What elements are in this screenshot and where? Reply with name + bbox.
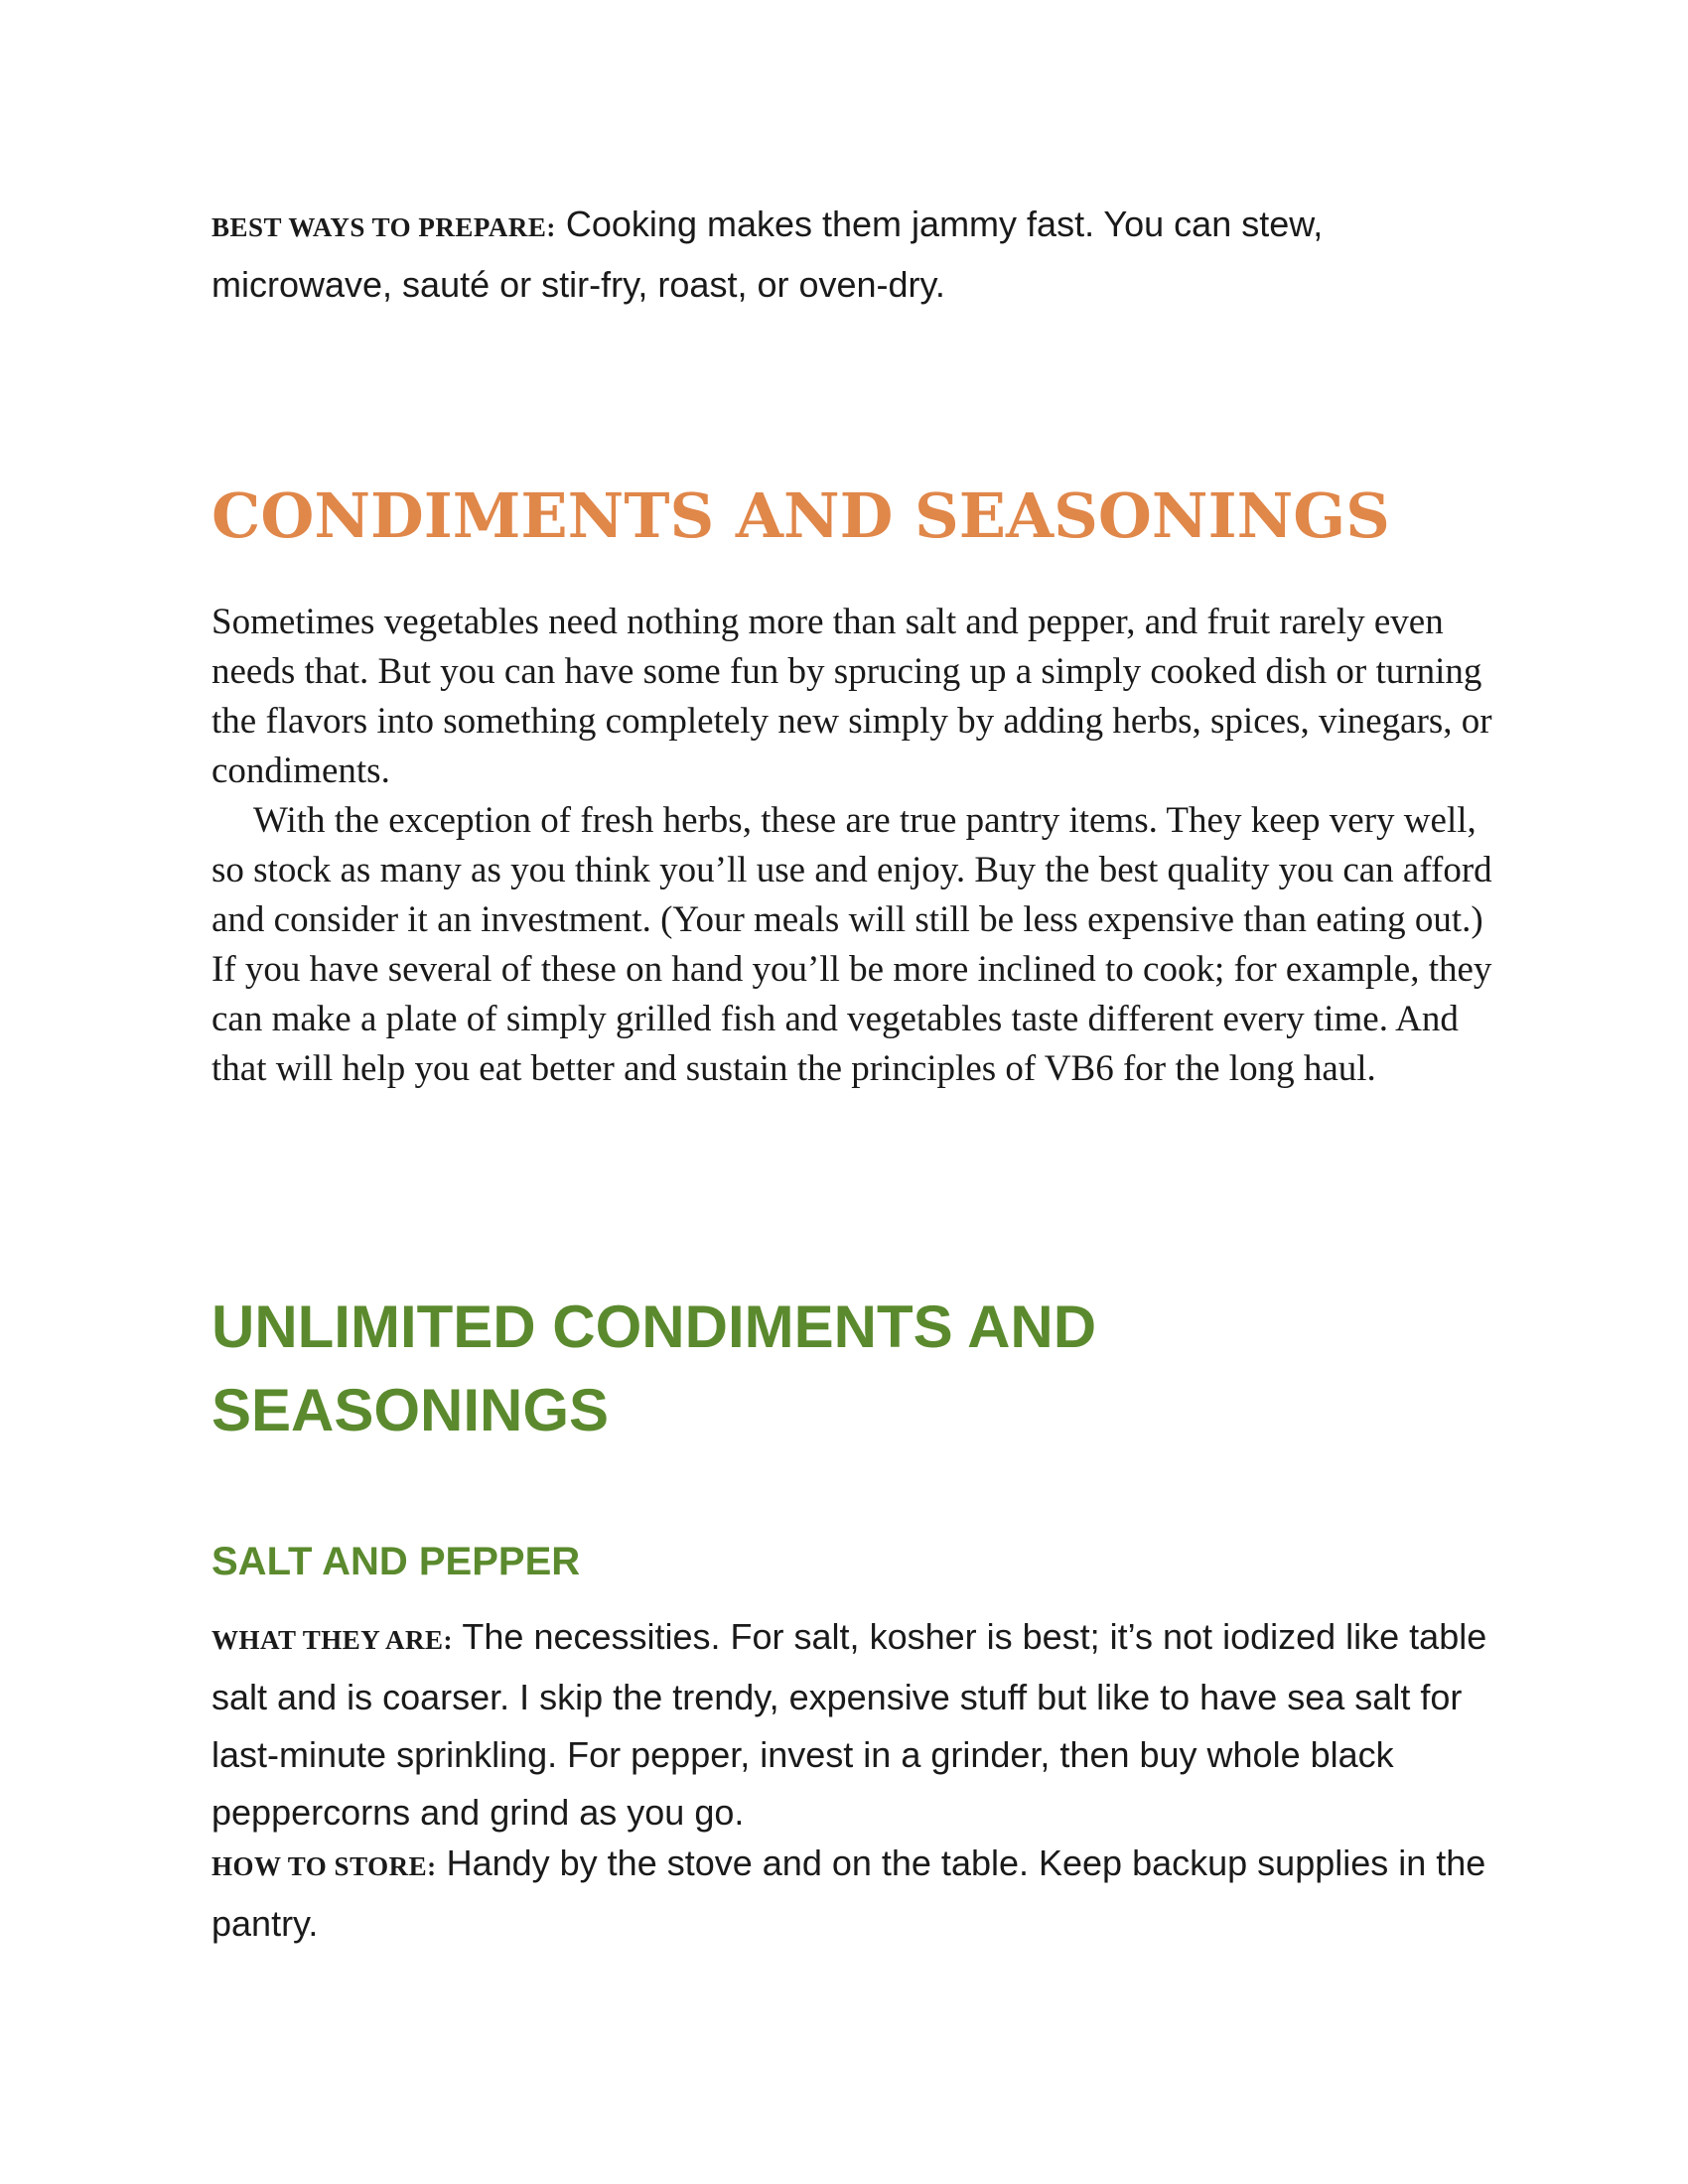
what-they-are-text: The necessities. For salt, kosher is best; it’s not iodized like table salt and is coarser. I skip the trendy, expensive stuff but like to have sea salt for last-minute sprinkling. For pepper, invest in a grinder, then buy whole black peppercorns and grind as you go. [211,1616,1487,1833]
prepare-text: Cooking makes them jammy fast. You can stew, microwave, sauté or stir-fry, roast, or oven-dry. [211,204,1324,305]
what-they-are-paragraph [211,1608,1492,1842]
how-to-store-label: HOW TO STORE: [211,1851,437,1881]
prepare-label: BEST WAYS TO PREPARE: [211,212,556,242]
intro-paragraph-2: With the exception of fresh herbs, these are true pantry items. They keep very well, so stock as many as you think you’ll use and enjoy. Buy the best quality you can afford and consider it an investment. (Your meals will still be less expensive than eating out.) If you have several of these on hand you’ll be more inclined to cook; for example, they can make a plate of simply grilled fish and vegetables taste different every time. And that will help you eat better and sustain the principles of VB6 for the long haul. [211,800,1492,1089]
how-to-store-paragraph [211,1835,1492,1953]
what-they-are-label: WHAT THEY ARE: [211,1625,454,1655]
unlimited-heading: UNLIMITED CONDIMENTS AND SEASONINGS [211,1294,1097,1443]
intro-paragraph-1: Sometimes vegetables need nothing more than salt and pepper, and fruit rarely even needs that. But you can have some fun by sprucing up a simply cooked dish or turning the flavors into something completely new simply by adding herbs, spices, vinegars, or condiments. [211,602,1492,791]
intro-text [211,598,1492,1094]
prepare-paragraph [211,196,1492,314]
section-heading: CONDIMENTS AND SEASONINGS [211,479,1390,552]
salt-pepper-heading: SALT AND PEPPER [211,1540,581,1583]
how-to-store-text: Handy by the stove and on the table. Keep backup supplies in the pantry. [211,1843,1486,1944]
